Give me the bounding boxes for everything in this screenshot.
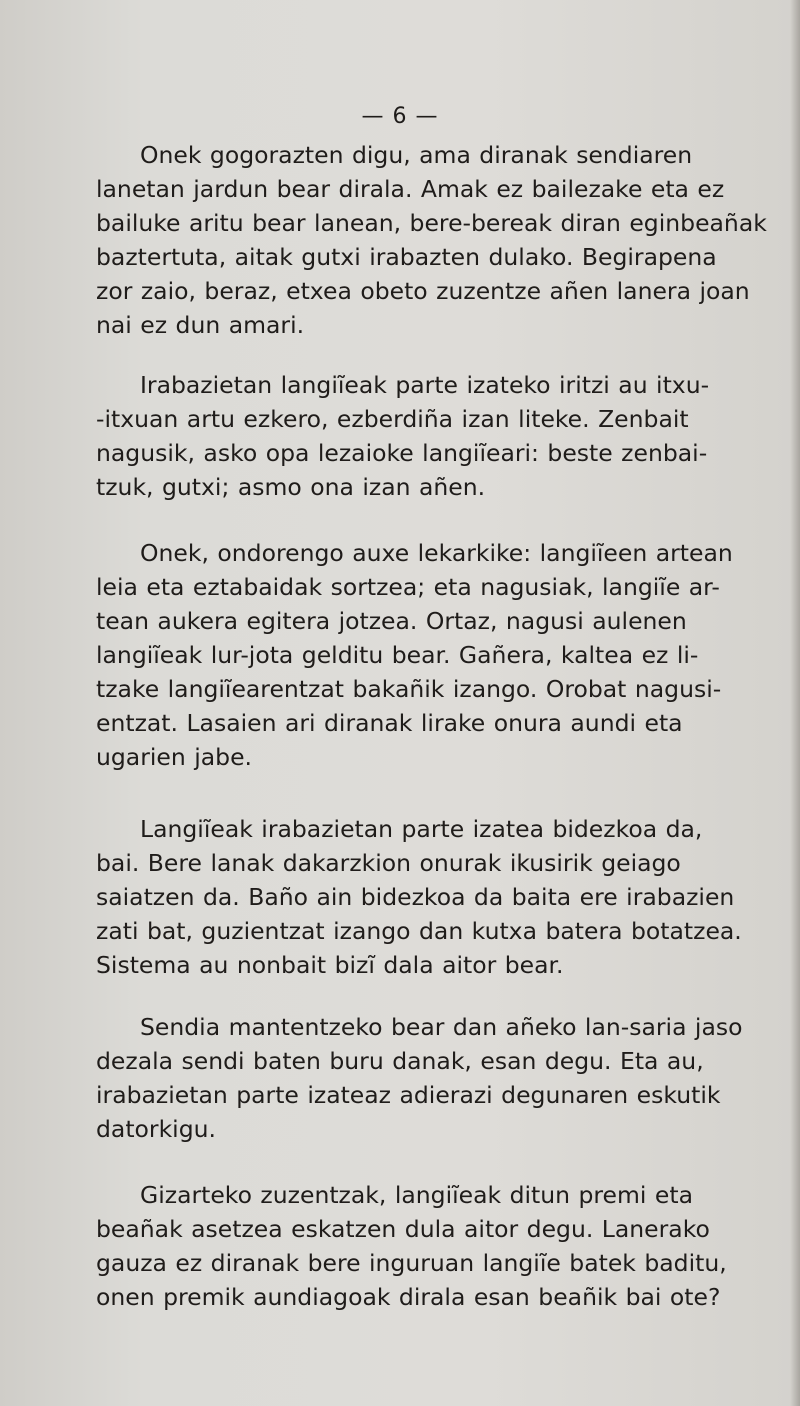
- paragraph-line: gauza ez diranak bere inguruan langiĩe batek baditu,: [96, 1249, 727, 1277]
- paragraph-2: [96, 368, 746, 504]
- paragraph-line: Langiĩeak irabazietan parte izatea bidezkoa da,: [140, 815, 703, 843]
- paragraph-line: beañak asetzea eskatzen dula aitor degu. Lanerako: [96, 1215, 710, 1243]
- paragraph-line: entzat. Lasaien ari diranak lirake onura aundi eta: [96, 709, 683, 737]
- paragraph-line: nagusik, asko opa lezaioke langiĩeari: beste zenbai-: [96, 439, 708, 467]
- paragraph-line: tzuk, gutxi; asmo ona izan añen.: [96, 473, 486, 501]
- paragraph-6: [96, 1178, 746, 1314]
- paragraph-line: zati bat, guzientzat izango dan kutxa batera botatzea.: [96, 917, 742, 945]
- paragraph-line: bailuke aritu bear lanean, bere-bereak diran eginbeañak: [96, 209, 767, 237]
- paragraph-line: leia eta eztabaidak sortzea; eta nagusiak, langiĩe ar-: [96, 573, 720, 601]
- paragraph-line: Onek gogorazten digu, ama diranak sendiaren: [140, 141, 693, 169]
- paragraph-line: Gizarteko zuzentzak, langiĩeak ditun premi eta: [140, 1181, 693, 1209]
- paragraph-line: nai ez dun amari.: [96, 311, 305, 339]
- page-edge-shadow: [790, 0, 800, 1406]
- paragraph-line: -itxuan artu ezkero, ezberdiña izan liteke. Zenbait: [96, 405, 689, 433]
- paragraph-line: tzake langiĩearentzat bakañik izango. Orobat nagusi-: [96, 675, 722, 703]
- paragraph-line: Irabazietan langiĩeak parte izateko iritzi au itxu-: [140, 371, 710, 399]
- paragraph-line: dezala sendi baten buru danak, esan degu. Eta au,: [96, 1047, 704, 1075]
- paragraph-line: tean aukera egitera jotzea. Ortaz, nagusi aulenen: [96, 607, 687, 635]
- paragraph-line: ugarien jabe.: [96, 743, 252, 771]
- paragraph-line: saiatzen da. Baño ain bidezkoa da baita ere irabazien: [96, 883, 735, 911]
- paragraph-4: [96, 812, 746, 982]
- paragraph-line: langiĩeak lur-jota gelditu bear. Gañera, kaltea ez li-: [96, 641, 699, 669]
- paragraph-5: [96, 1010, 746, 1146]
- paragraph-line: lanetan jardun bear dirala. Amak ez bailezake eta ez: [96, 175, 725, 203]
- paragraph-1: [96, 138, 767, 342]
- paragraph-line: Sendia mantentzeko bear dan añeko lan-saria jaso: [140, 1013, 743, 1041]
- paragraph-line: datorkigu.: [96, 1115, 216, 1143]
- paragraph-line: baztertuta, aitak gutxi irabazten dulako. Begirapena: [96, 243, 717, 271]
- paragraph-line: irabazietan parte izateaz adierazi degunaren eskutik: [96, 1081, 721, 1109]
- paragraph-line: Onek, ondorengo auxe lekarkike: langiĩeen artean: [140, 539, 733, 567]
- paragraph-line: onen premik aundiagoak dirala esan beañik bai ote?: [96, 1283, 721, 1311]
- page-number: — 6 —: [361, 104, 439, 129]
- paragraph-line: Sistema au nonbait bizĩ dala aitor bear.: [96, 951, 564, 979]
- paragraph-line: zor zaio, beraz, etxea obeto zuzentze añen lanera joan: [96, 277, 750, 305]
- paragraph-line: bai. Bere lanak dakarzkion onurak ikusirik geiago: [96, 849, 681, 877]
- paragraph-3: [96, 536, 746, 774]
